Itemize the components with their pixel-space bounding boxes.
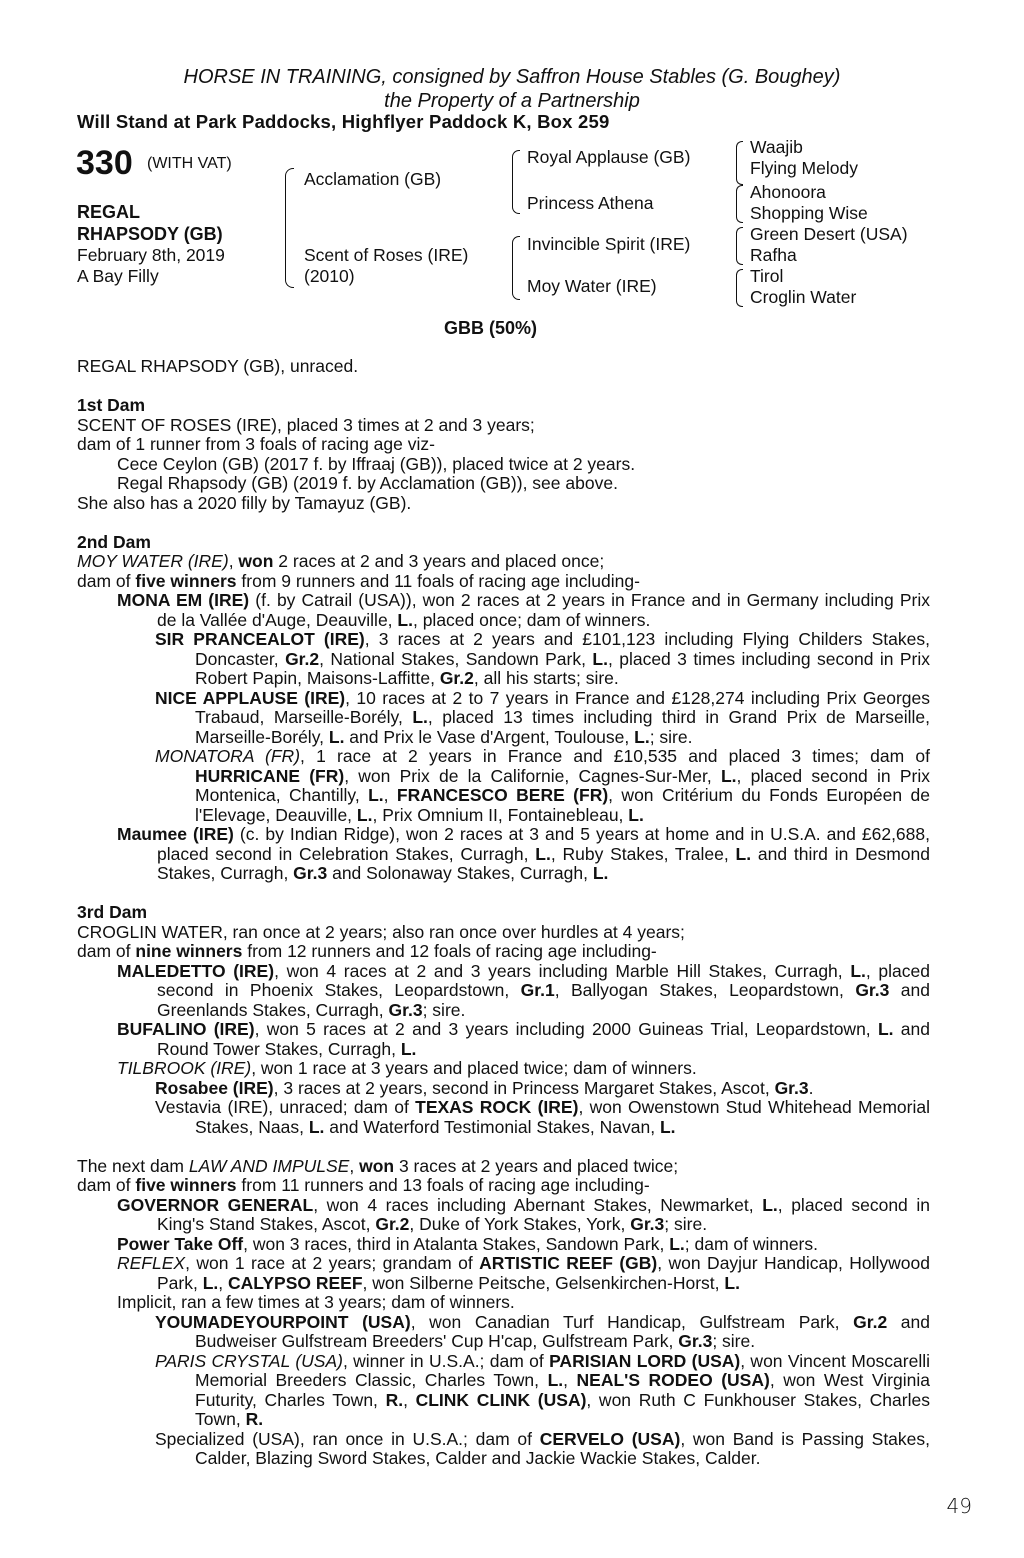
pedigree-dam-year: (2010)	[304, 266, 355, 286]
text-run: (f. by Catrail (USA)), won 2 races at 2 years in France and in Germany including Prix de la Vallée d'Auge, Deauville,	[157, 590, 930, 630]
text-run: ,	[383, 785, 397, 805]
text-run: , won Owenstown Stud Whitehead Memorial Stakes, Naas,	[195, 1097, 930, 1137]
text-run: She also has a 2020 filly by Tamayuz (GB).	[77, 492, 412, 513]
text-run: from 12 runners and 12 foals of racing age including-	[242, 941, 657, 961]
text-run: Gr.2	[375, 1214, 410, 1234]
text-run: L.	[400, 1038, 417, 1059]
text-run: 3rd Dam	[77, 902, 148, 922]
text-run: , Ruby Stakes, Tralee,	[550, 843, 736, 864]
text-run: ; sire.	[649, 726, 693, 747]
catalogue-line	[77, 942, 930, 962]
property-line: the Property of a Partnership	[384, 90, 640, 112]
paragraph-gap	[77, 513, 930, 533]
text-run: REFLEX	[117, 1253, 186, 1273]
pedigree-brace-g4	[736, 269, 743, 307]
text-run: R.	[385, 1389, 404, 1410]
pedigree-g1: Waajib	[750, 137, 803, 157]
paragraph-gap	[77, 1137, 930, 1157]
page-number: 49	[946, 1494, 972, 1518]
text-run: won	[359, 1155, 395, 1176]
catalogue-line	[77, 1196, 930, 1235]
text-run: Gr.3	[293, 863, 328, 883]
text-run: L.	[202, 1272, 219, 1293]
text-run: ; sire.	[422, 999, 466, 1020]
pedigree-brace-main	[285, 168, 294, 288]
vat-note: (WITH VAT)	[147, 155, 232, 172]
text-run: dam of 1 runner from 3 foals of racing age viz-	[77, 434, 435, 454]
text-run: L.	[397, 609, 413, 630]
pedigree-sire-sire: Royal Applause (GB)	[527, 147, 691, 167]
text-run: LAW AND IMPULSE	[188, 1155, 350, 1176]
text-run: L.	[724, 1272, 740, 1293]
text-run: Gr.3	[855, 980, 890, 1000]
text-run: from 11 runners and 13 foals of racing age including-	[236, 1175, 650, 1195]
pedigree-dam-sire: Invincible Spirit (IRE)	[527, 234, 691, 254]
catalogue-line	[77, 1293, 930, 1313]
catalogue-line	[77, 825, 930, 884]
text-run: L.	[412, 707, 428, 727]
catalogue-line	[77, 396, 930, 416]
text-run: Gr.2	[439, 668, 474, 688]
text-run: L.	[592, 863, 609, 883]
text-run: Implicit, ran a few times at 3 years; dam of winners.	[117, 1292, 515, 1312]
text-run: Vestavia (IRE), unraced; dam of	[155, 1097, 416, 1117]
text-run: , won Prix de la Californie, Cagnes-Sur-Mer,	[344, 765, 721, 786]
text-run: dam of	[77, 1175, 136, 1195]
text-run: PARISIAN LORD (USA)	[549, 1350, 741, 1371]
pedigree-brace-g3	[736, 227, 743, 265]
text-run: ; sire.	[664, 1214, 708, 1234]
text-run: and third in Desmond Stakes, Curragh,	[157, 843, 930, 883]
text-run: 2 races at 2 and 3 years and placed once;	[273, 551, 605, 571]
text-run: L.	[535, 843, 551, 864]
text-run: CERVELO (USA)	[539, 1428, 681, 1449]
text-run: , won Band is Passing Stakes, Calder, Blazing Sword Stakes, Calder and Jackie Wackie Stakes, Calder.	[195, 1428, 931, 1468]
text-run: ,	[218, 1272, 229, 1293]
text-run: , placed once; dam of winners.	[412, 609, 651, 630]
text-run: ,	[228, 551, 239, 571]
text-run: , won Canadian Turf Handicap, Gulfstream Park,	[410, 1311, 854, 1332]
text-run: Gr.3	[678, 1331, 713, 1351]
catalogue-line	[77, 689, 930, 748]
text-run: won	[238, 551, 274, 571]
catalogue-line	[77, 1235, 930, 1255]
text-run: ; sire.	[712, 1331, 756, 1351]
text-run: Gr.2	[285, 648, 320, 669]
text-run: The next dam	[77, 1155, 189, 1176]
text-run: MOY WATER (IRE)	[77, 551, 229, 571]
text-run: and Greenlands Stakes, Curragh,	[157, 980, 931, 1020]
pedigree-dam-dam: Moy Water (IRE)	[527, 276, 657, 296]
text-run: L.	[547, 1370, 564, 1390]
text-run: dam of	[77, 941, 136, 961]
text-run: nine winners	[135, 941, 243, 961]
text-run: TILBROOK (IRE)	[117, 1058, 252, 1078]
catalogue-line	[77, 923, 930, 943]
catalogue-line	[77, 572, 930, 592]
text-run: , placed 13 times including third in Grand Prix de Marseille, Marseille-Borély,	[195, 707, 930, 747]
text-run: , all his starts; sire.	[473, 668, 619, 688]
catalogue-line	[77, 494, 930, 514]
text-run: ARTISTIC REEF (GB)	[479, 1253, 658, 1273]
text-run: L.	[669, 1233, 685, 1254]
text-run: CALYPSO REEF	[228, 1272, 363, 1293]
text-run: MONATORA (FR)	[155, 746, 301, 766]
text-run: L.	[877, 1019, 894, 1039]
text-run: L.	[328, 726, 345, 747]
text-run: , placed second in Prix Montenica, Chantilly,	[195, 765, 930, 805]
pedigree-brace-g1	[736, 141, 743, 185]
text-run: L.	[634, 726, 650, 747]
text-run: BUFALINO (IRE)	[117, 1019, 255, 1039]
text-run: and Prix le Vase d'Argent, Toulouse,	[344, 726, 635, 747]
text-run: and Waterford Testimonial Stakes, Navan,	[324, 1116, 660, 1137]
horse-description: A Bay Filly	[77, 266, 159, 286]
text-run: NEAL'S RODEO (USA)	[576, 1370, 770, 1390]
text-run: L.	[720, 765, 737, 786]
text-run: , Prix Omnium II, Fontainebleau,	[372, 804, 629, 825]
catalogue-line	[77, 1020, 930, 1059]
text-run: dam of	[77, 570, 136, 591]
text-run: SCENT OF ROSES (IRE), placed 3 times at 2 and 3 years;	[77, 414, 535, 435]
text-run: Maumee (IRE)	[117, 824, 234, 844]
text-run: , won Ruth C Funkhouser Stakes, Charles Town,	[195, 1389, 930, 1429]
text-run: ,	[563, 1370, 577, 1390]
text-run: L.	[850, 960, 866, 981]
pedigree-dam: Scent of Roses (IRE)	[304, 245, 469, 265]
text-run: , won 5 races at 2 and 3 years including 2000 Guineas Trial, Leopardstown,	[254, 1019, 878, 1039]
text-run: , won 1 race at 2 years; grandam of	[185, 1253, 480, 1273]
text-run: ,	[349, 1155, 360, 1176]
text-run: CROGLIN WATER, ran once at 2 years; also ran once over hurdles at 4 years;	[77, 921, 685, 942]
text-run: NICE APPLAUSE (IRE)	[155, 687, 346, 708]
text-run: Specialized (USA), ran once in U.S.A.; dam of	[155, 1428, 540, 1449]
text-run: L.	[735, 843, 752, 864]
text-run: Rosabee (IRE)	[155, 1077, 274, 1098]
text-run: , won 3 races, third in Atalanta Stakes, Sandown Park,	[243, 1233, 670, 1254]
text-run: CLINK CLINK (USA)	[415, 1389, 587, 1410]
text-run: Gr.3	[774, 1077, 809, 1098]
text-run: L.	[659, 1116, 676, 1137]
text-run: , 3 races at 2 years and £101,123 including Flying Childers Stakes, Doncaster,	[195, 629, 930, 669]
pedigree-g6: Rafha	[750, 245, 797, 265]
pedigree-g2: Flying Melody	[750, 158, 858, 178]
text-run: 3 races at 2 years and placed twice;	[394, 1155, 679, 1176]
catalogue-line	[77, 474, 930, 494]
text-run: and Solonaway Stakes, Curragh,	[327, 863, 593, 883]
text-run: ; dam of winners.	[684, 1233, 818, 1254]
pedigree-g7: Tirol	[750, 266, 784, 286]
text-run: and Budweiser Gulfstream Breeders' Cup H'cap, Gulfstream Park,	[195, 1311, 930, 1351]
text-run: SIR PRANCEALOT (IRE)	[155, 629, 365, 649]
pedigree-brace-g2	[736, 185, 743, 223]
paragraph-gap	[77, 377, 930, 397]
text-run: Power Take Off	[117, 1233, 244, 1254]
text-run: Gr.3	[388, 999, 423, 1020]
catalogue-line	[77, 1313, 930, 1352]
pedigree-g3: Ahonoora	[750, 182, 826, 202]
text-run: , 3 races at 2 years, second in Princess Margaret Stakes, Ascot,	[273, 1077, 775, 1098]
catalogue-line	[77, 1430, 930, 1469]
text-run: , National Stakes, Sandown Park,	[319, 648, 593, 669]
text-run: 2nd Dam	[77, 531, 151, 552]
catalogue-line	[77, 1059, 930, 1079]
catalogue-line	[77, 962, 930, 1021]
text-run: , won 4 races at 2 and 3 years including Marble Hill Stakes, Curragh,	[274, 960, 851, 981]
text-run: , placed second in King's Stand Stakes, Ascot,	[157, 1194, 930, 1234]
catalogue-line	[77, 455, 930, 475]
horse-name-line2: RHAPSODY (GB)	[77, 224, 223, 244]
text-run: ,	[403, 1389, 416, 1410]
text-run: five winners	[135, 1175, 237, 1195]
catalogue-line	[77, 747, 930, 825]
paragraph-gap	[77, 884, 930, 904]
text-run: .	[808, 1077, 814, 1098]
catalogue-line	[77, 357, 930, 377]
foaling-date: February 8th, 2019	[77, 245, 225, 265]
catalogue-line	[77, 1254, 930, 1293]
stand-location: Will Stand at Park Paddocks, Highflyer Paddock K, Box 259	[77, 111, 610, 132]
text-run: , Duke of York Stakes, York,	[409, 1214, 631, 1234]
catalogue-line	[77, 1176, 930, 1196]
text-run: R.	[245, 1409, 264, 1429]
text-run: GOVERNOR GENERAL	[117, 1194, 314, 1215]
catalogue-line	[77, 1079, 930, 1099]
text-run: L.	[762, 1194, 778, 1215]
text-run: , won Silberne Peitsche, Gelsenkirchen-Horst,	[362, 1272, 725, 1293]
text-run: REGAL RHAPSODY (GB), unraced.	[77, 356, 359, 376]
catalogue-line	[77, 1352, 930, 1430]
catalogue-line	[77, 552, 930, 572]
horse-name-line1: REGAL	[77, 202, 140, 222]
text-run: 1st Dam	[77, 395, 146, 415]
pedigree-sire-dam: Princess Athena	[527, 193, 654, 213]
catalogue-body	[77, 357, 930, 1469]
text-run: , winner in U.S.A.; dam of	[342, 1350, 550, 1371]
text-run: Gr.2	[853, 1311, 888, 1332]
text-run: Gr.1	[520, 980, 555, 1000]
catalogue-line	[77, 416, 930, 436]
text-run: from 9 runners and 11 foals of racing age including-	[236, 570, 640, 591]
text-run: (c. by Indian Ridge), won 2 races at 3 and 5 years at home and in U.S.A. and £62,688, placed second in Celebration Stakes, Curragh,	[157, 824, 930, 864]
catalogue-line	[77, 591, 930, 630]
text-run: , placed 3 times including second in Prix Robert Papin, Maisons-Laffitte,	[195, 648, 930, 688]
catalogue-line	[77, 435, 930, 455]
text-run: YOUMADEYOURPOINT (USA)	[155, 1311, 411, 1332]
text-run: L.	[628, 804, 644, 825]
pedigree-g5: Green Desert (USA)	[750, 224, 908, 244]
text-run: FRANCESCO BERE (FR)	[396, 785, 609, 805]
text-run: L.	[592, 648, 608, 669]
text-run: , 1 race at 2 years in France and £10,535 and placed 3 times; dam of	[300, 746, 930, 766]
text-run: Cece Ceylon (GB) (2017 f. by Iffraaj (GB)), placed twice at 2 years.	[117, 453, 636, 474]
text-run: Regal Rhapsody (GB) (2019 f. by Acclamation (GB)), see above.	[117, 473, 618, 493]
text-run: MALEDETTO (IRE)	[117, 960, 275, 981]
text-run: , won Vincent Moscarelli Memorial Breeders Classic, Charles Town,	[195, 1350, 931, 1390]
catalogue-line	[77, 630, 930, 689]
text-run: , won 4 races including Abernant Stakes, Newmarket,	[313, 1194, 763, 1215]
text-run: L.	[356, 804, 373, 825]
text-run: PARIS CRYSTAL (USA)	[155, 1350, 343, 1371]
text-run: , won 1 race at 3 years and placed twice; dam of winners.	[251, 1058, 697, 1078]
text-run: , 10 races at 2 to 7 years in France and £128,274 including Prix Georges Trabaud, Marseille-Borély,	[195, 687, 930, 727]
text-run: , Ballyogan Stakes, Leopardstown,	[554, 980, 856, 1000]
text-run: , placed second in Phoenix Stakes, Leopardstown,	[157, 960, 930, 1000]
catalogue-line	[77, 903, 930, 923]
text-run: and Round Tower Stakes, Curragh,	[157, 1019, 930, 1059]
pedigree-sire: Acclamation (GB)	[304, 169, 442, 189]
catalogue-line	[77, 1098, 930, 1137]
pedigree-brace-sire	[512, 150, 520, 214]
text-run: L.	[368, 785, 384, 805]
pedigree-g4: Shopping Wise	[750, 203, 868, 223]
text-run: HURRICANE (FR)	[195, 765, 345, 786]
consignment-line: HORSE IN TRAINING, consigned by Saffron House Stables (G. Boughey)	[183, 66, 841, 88]
text-run: Gr.3	[630, 1214, 665, 1234]
text-run: L.	[308, 1116, 325, 1137]
gbb-percentage: GBB (50%)	[444, 318, 538, 338]
catalogue-line	[77, 1157, 930, 1177]
text-run: , won Dayjur Handicap, Hollywood Park,	[157, 1253, 930, 1293]
text-run: TEXAS ROCK (IRE)	[415, 1097, 579, 1117]
text-run: , won Critérium du Fonds Européen de l'Elevage, Deauville,	[195, 785, 930, 825]
text-run: , won West Virginia Futurity, Charles Town,	[195, 1370, 930, 1410]
lot-number: 330	[76, 144, 133, 182]
catalogue-line	[77, 533, 930, 553]
pedigree-g8: Croglin Water	[750, 287, 857, 307]
pedigree-brace-dam	[512, 236, 520, 300]
text-run: MONA EM (IRE)	[117, 590, 250, 610]
text-run: five winners	[135, 570, 237, 591]
